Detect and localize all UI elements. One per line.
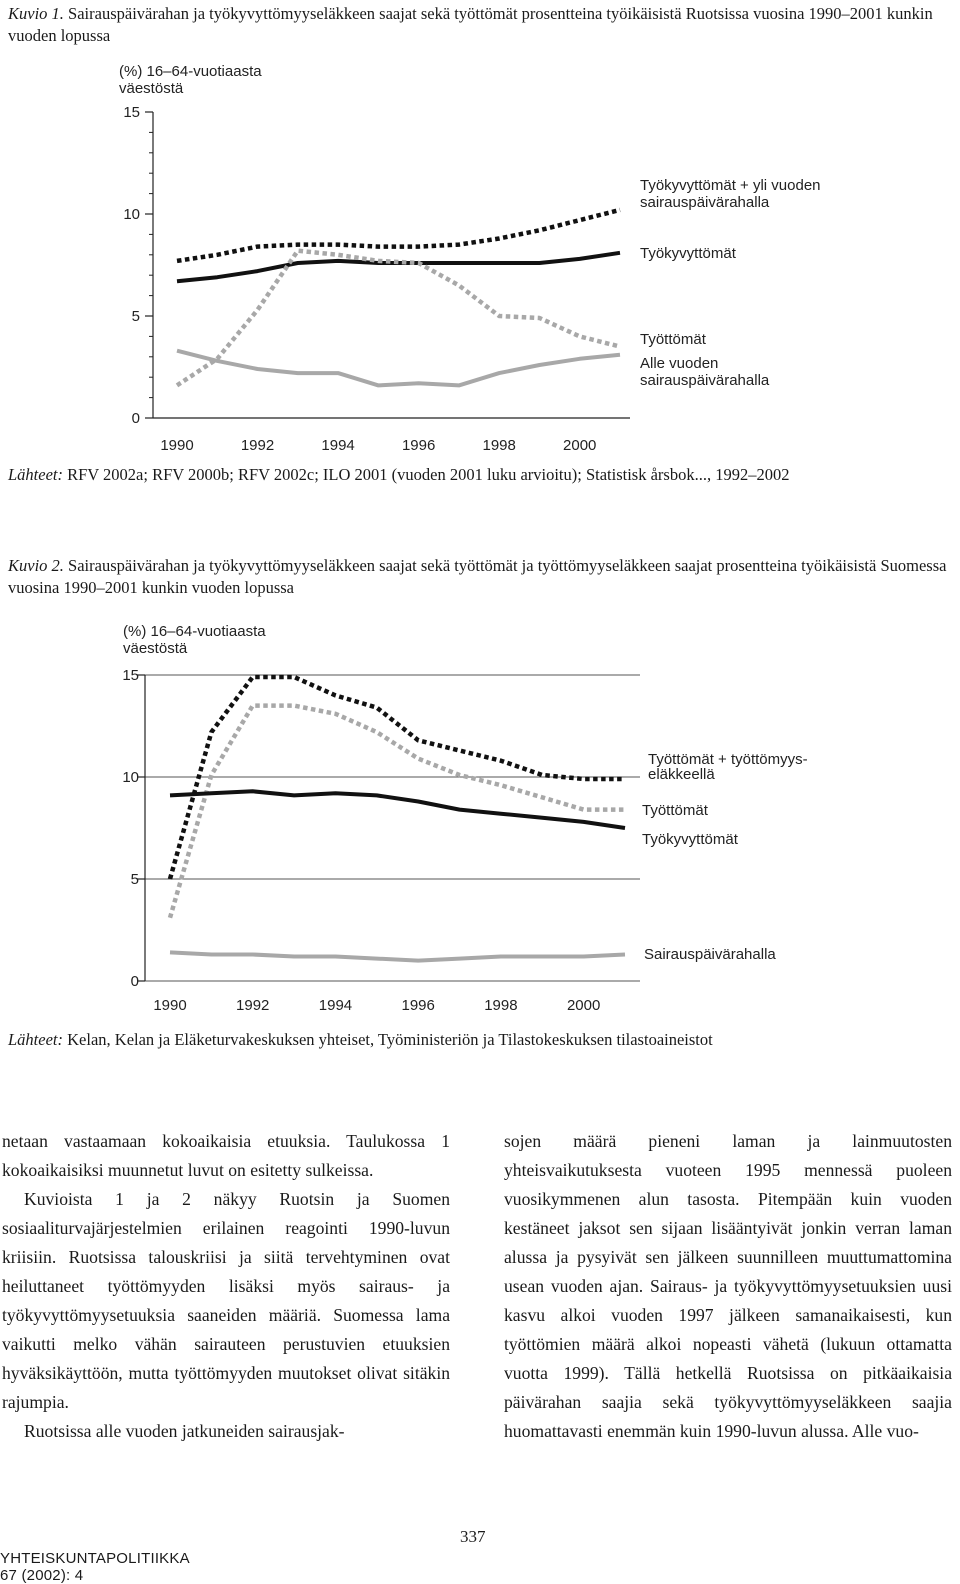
figure2-x-tick-label: 1994	[318, 997, 353, 1014]
figure1-legend-total-line2: sairauspäivärahalla	[640, 194, 770, 211]
body-right-paragraph-1: sojen määrä pieneni laman ja lainmuutosten yhteisvaikutuksesta vuoteen 1995 mennessä puoleen vuosikymmenen alun tasosta. Pitempään kuin vuoden kestäneet jaksot sen sijaan lisääntyivät jonkin verran laman alussa ja pysyivät sen jälkeen suunnilleen muuttumattomina usean vuoden ajan. Sairaus- ja työkyvyttömyysetuuksien uusi kasvu alkoi vuoden 1997 jälkeen samanaikaisesti, kun työttömien määrä alkoi nopeasti vähetä (lukuun ottamatta vuotta 1999). Tällä hetkellä Ruotsissa on pitkäaikaisia päivärahan saajia sekä työkyvyttömyyseläkkeen saajia huomattavasti enemmän kuin 1990-luvun alussa. Alle vuo-	[504, 1131, 952, 1441]
figure2-yaxis-title-line2: väestöstä	[123, 640, 188, 657]
figure2-y-ticks	[122, 667, 145, 990]
body-right-column	[504, 1127, 952, 1446]
figure2-series-line	[170, 952, 625, 960]
figure2-x-tick-label: 1992	[236, 997, 270, 1014]
figure2-series-line	[170, 791, 625, 828]
figure1-series-line	[177, 253, 620, 281]
figure2-caption	[8, 555, 954, 599]
body-left-paragraph-1: netaan vastaamaan kokoaikaisia etuuksia. Taulukossa 1 kokoaikaisiksi muunnetut luvut on esitetty sulkeissa.	[2, 1131, 450, 1180]
figure1-caption-text: Sairauspäivärahan ja työkyvyttömyyseläkkeen saajat sekä työttömät prosentteina työikäisistä Ruotsissa vuosina 1990–2001 kunkin vuoden lopussa	[8, 4, 933, 45]
figure2-legend-sick: Sairauspäivärahalla	[644, 946, 776, 963]
figure1-y-tick-label: 15	[123, 104, 140, 121]
figure2-y-tick-label: 0	[130, 973, 139, 990]
figure1-y-tick-label: 0	[131, 410, 140, 427]
figure1-chart	[0, 58, 960, 528]
figure2-chart	[0, 612, 960, 1032]
figure1-x-tick-label: 1992	[240, 437, 275, 454]
figure2-source-text: Kelan, Kelan ja Eläketurvakeskuksen yhteiset, Työministeriön ja Tilastokeskuksen tilastoaineistot	[67, 1030, 713, 1049]
figure1-yaxis-title-line1: (%) 16–64-vuotiaasta	[119, 63, 262, 80]
figure1-x-tick-label: 1996	[401, 437, 436, 454]
figure2-series-line	[170, 706, 625, 918]
journal-footer	[0, 1551, 190, 1583]
figure2-x-tick-label: 2000	[566, 997, 601, 1014]
figure1-yaxis-title-line2: väestöstä	[119, 80, 184, 97]
figure1-series	[177, 210, 620, 386]
figure2-y-tick-label: 5	[130, 871, 139, 888]
figure2-x-tick-label: 1998	[484, 997, 518, 1014]
figure1-y-tick-label: 5	[131, 308, 140, 325]
figure2-source-label: Lähteet:	[8, 1030, 63, 1049]
figure1-label: Kuvio 1.	[8, 4, 64, 23]
figure2-yaxis-title-line1: (%) 16–64-vuotiaasta	[123, 623, 266, 640]
figure1-legend-sick-line2: sairauspäivärahalla	[640, 372, 770, 389]
body-left-paragraph-3: Ruotsissa alle vuoden jatkuneiden sairausjak-	[24, 1421, 345, 1441]
page-number: 337	[460, 1527, 486, 1546]
figure1-series-line	[177, 210, 620, 261]
figure1-x-tick-label: 1998	[482, 437, 516, 454]
body-left-column	[2, 1127, 450, 1446]
figure2-source	[8, 1029, 954, 1051]
figure1-series-line	[177, 351, 620, 386]
figure2-label: Kuvio 2.	[8, 556, 64, 575]
figure2-series	[170, 677, 625, 961]
figure2-x-tick-label: 1996	[401, 997, 435, 1014]
figure1-y-tick-label: 10	[123, 206, 140, 223]
figure1-caption	[8, 3, 954, 47]
figure2-y-tick-label: 10	[122, 769, 139, 786]
figure1-y-ticks	[123, 104, 153, 427]
figure2-legend-unemployed: Työttömät	[642, 802, 708, 819]
figure2-x-tick-label: 1990	[153, 997, 187, 1014]
figure1-source-label: Lähteet:	[8, 465, 63, 484]
figure1-legend-sick-line1: Alle vuoden	[640, 355, 719, 372]
figure1-legend-unemployed: Työttömät	[640, 331, 706, 348]
figure2-legend-total-line2: eläkkeellä	[648, 766, 715, 783]
figure2-legend-disabled: Työkyvyttömät	[642, 831, 738, 848]
figure2-series-line	[170, 677, 625, 879]
figure1-x-tick-label: 1994	[321, 437, 355, 454]
figure2-legend-total-line1: Työttömät + työttömyys-	[648, 751, 808, 768]
figure1-source	[8, 464, 954, 486]
figure1-x-tick-label: 2000	[563, 437, 597, 454]
journal-name: YHTEISKUNTAPOLITIIKKA	[0, 1550, 190, 1567]
journal-volume: 67 (2002): 4	[0, 1567, 84, 1584]
figure1-legend-disabled: Työkyvyttömät	[640, 245, 736, 262]
figure1-x-tick-label: 1990	[160, 437, 194, 454]
figure2-x-ticks	[153, 997, 600, 1014]
figure2-y-tick-label: 15	[122, 667, 139, 684]
figure1-x-ticks	[160, 437, 596, 454]
figure1-source-text: RFV 2002a; RFV 2000b; RFV 2002c; ILO 2001 (vuoden 2001 luku arvioitu); Statistisk årsbok..., 1992–2002	[67, 465, 790, 484]
figure2-caption-text: Sairauspäivärahan ja työkyvyttömyyseläkkeen saajat sekä työttömät ja työttömyyseläkkeen saajat prosentteina työikäisistä Suomessa vuosina 1990–2001 kunkin vuoden lopussa	[8, 556, 947, 597]
figure1-legend-total-line1: Työkyvyttömät + yli vuoden	[640, 177, 821, 194]
body-left-paragraph-2: Kuvioista 1 ja 2 näkyy Ruotsin ja Suomen sosiaaliturvajärjestelmien erilainen reagointi 1990-luvun kriisiin. Ruotsissa talouskriisi ja siitä tervehtyminen ovat heiluttaneet työttömyyden lisäksi myös sairaus- ja työkyvyttömyysetuuksia saaneiden määriä. Suomessa lama vaikutti melko vähän sairauteen perustuvien etuuksien hyväksikäyttöön, mutta työttömyyden muutokset olivat sitäkin rajumpia.	[2, 1189, 450, 1412]
